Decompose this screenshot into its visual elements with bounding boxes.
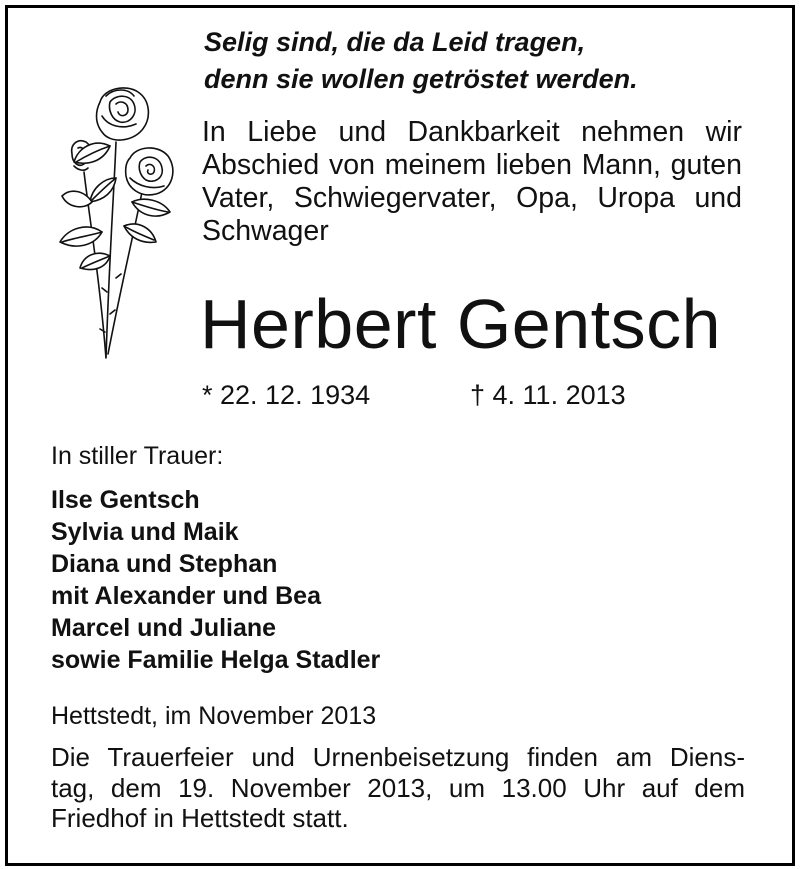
motto-verse [204,24,638,98]
mourner-name: Ilse Gentsch [51,486,200,514]
intro-line: Vater, Schwiegervater, Opa, Uropa und [202,182,742,214]
mourner-name: Sylvia und Maik [51,518,239,546]
place-date: Hettstedt, im November 2013 [51,702,377,730]
mourner-name: Diana und Stephan [51,550,278,578]
mourning-label: In stiller Trauer: [51,442,224,470]
motto-line: denn sie wollen getröstet werden. [204,64,638,94]
motto-line: Selig sind, die da Leid tragen, [204,27,586,57]
intro-line: Abschied von meinem lieben Mann, guten [202,149,742,181]
death-date: † 4. 11. 2013 [470,380,626,410]
intro-paragraph [202,116,742,248]
service-line: Die Trauerfeier und Urnenbeisetzung finden am Diens- [51,742,745,772]
rose-icon [44,82,184,364]
service-announcement [51,742,745,834]
service-line: tag, dem 19. November 2013, um 13.00 Uhr auf dem [51,772,745,803]
intro-line: Schwager [202,215,329,247]
mourner-name: sowie Familie Helga Stadler [51,646,381,674]
mourner-name: Marcel und Juliane [51,614,277,642]
mourner-name: mit Alexander und Bea [51,582,321,610]
birth-date: * 22. 12. 1934 [202,380,371,410]
service-line: Friedhof in Hettstedt statt. [51,803,349,833]
deceased-name: Herbert Gentsch [200,285,722,363]
intro-line: In Liebe und Dankbarkeit nehmen wir [202,116,742,148]
mourners-list [51,484,380,676]
